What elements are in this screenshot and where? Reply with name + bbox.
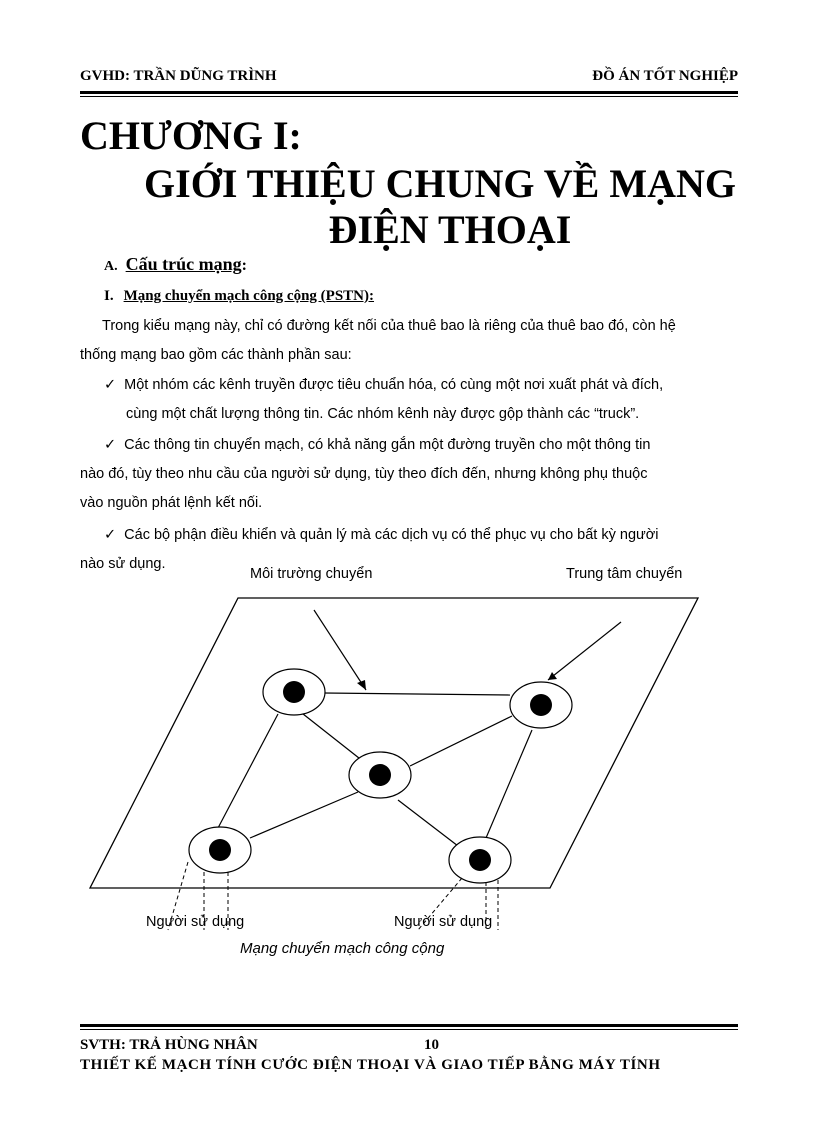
section-a-suffix: : [241,257,247,274]
section-a-marker: A. [104,259,118,274]
bullet-2-line-2: nào đó, tùy theo nhu cầu của người sử dụng, tùy theo đích đến, nhưng không phụ thuộc [80,466,648,482]
chapter-title-line2: ĐIỆN THOẠI [328,207,572,252]
bullet-2-line-3: vào nguồn phát lệnh kết nối. [80,495,263,511]
bullet-1-line-2: cùng một chất lượng thông tin. Các nhóm kênh này được gộp thành các “truck”. [126,406,640,422]
footer-student: SVTH: TRẢ HÙNG NHÂN [80,1037,258,1053]
switch-node-bottom-right [449,837,511,883]
header-advisor: GVHD: TRẦN DŨNG TRÌNH [80,68,277,84]
pointer-arrows [314,610,621,690]
switch-node-bottom-left [189,827,251,873]
check-icon: ✓ [104,377,117,393]
header-doc-type: ĐỒ ÁN TỐT NGHIỆP [592,68,738,84]
network-plane [90,598,698,888]
footer-rule-thick [80,1024,738,1027]
bullet-1-line-1: ✓ Một nhóm các kênh truyền được tiêu chuẩn hóa, có cùng một nơi xuất phát và đích, [104,377,664,393]
switch-node-center [349,752,411,798]
footer-rule-thin [80,1029,738,1030]
label-switching-center: Trung tâm chuyển [566,566,683,582]
figure-caption: Mạng chuyển mạch công cộng [240,940,445,957]
label-switching-medium: Môi trường chuyển [250,566,373,582]
intro-line-2: thống mạng bao gồm các thành phần sau: [80,347,352,363]
check-icon: ✓ [104,437,117,453]
label-user-left: Người sử dụng [146,914,245,930]
switch-node-top-right [510,682,572,728]
intro-line-1: Trong kiểu mạng này, chỉ có đường kết nối của thuê bao là riêng của thuê bao đó, còn hệ [102,318,676,334]
switch-node-top-left [263,669,325,715]
bullet-3-line-2: nào sử dụng. [80,556,166,572]
check-icon: ✓ [104,527,117,543]
section-i-title: Mạng chuyển mạch công cộng (PSTN): [123,288,375,304]
section-i-marker: I. [104,288,114,304]
bullet-2-line-1: ✓ Các thông tin chuyển mạch, có khả năng gắn một đường truyền cho một thông tin [104,437,651,453]
footer-thesis-title: THIẾT KẾ MẠCH TÍNH CƯỚC ĐIỆN THOẠI VÀ GIAO TIẾP BẰNG MÁY TÍNH [80,1057,661,1073]
arrow-head-left [357,680,366,690]
bullet-3-line-1: ✓ Các bộ phận điều khiển và quản lý mà các dịch vụ có thể phục vụ cho bất kỳ người [104,527,659,543]
chapter-title-line1: GIỚI THIỆU CHUNG VỀ MẠNG [144,161,736,206]
page-number: 10 [424,1037,439,1053]
label-user-right: Người sử dụng [394,914,493,930]
chapter-number: CHƯƠNG I: [80,113,302,158]
section-a-title: Cấu trúc mạng [125,254,242,274]
